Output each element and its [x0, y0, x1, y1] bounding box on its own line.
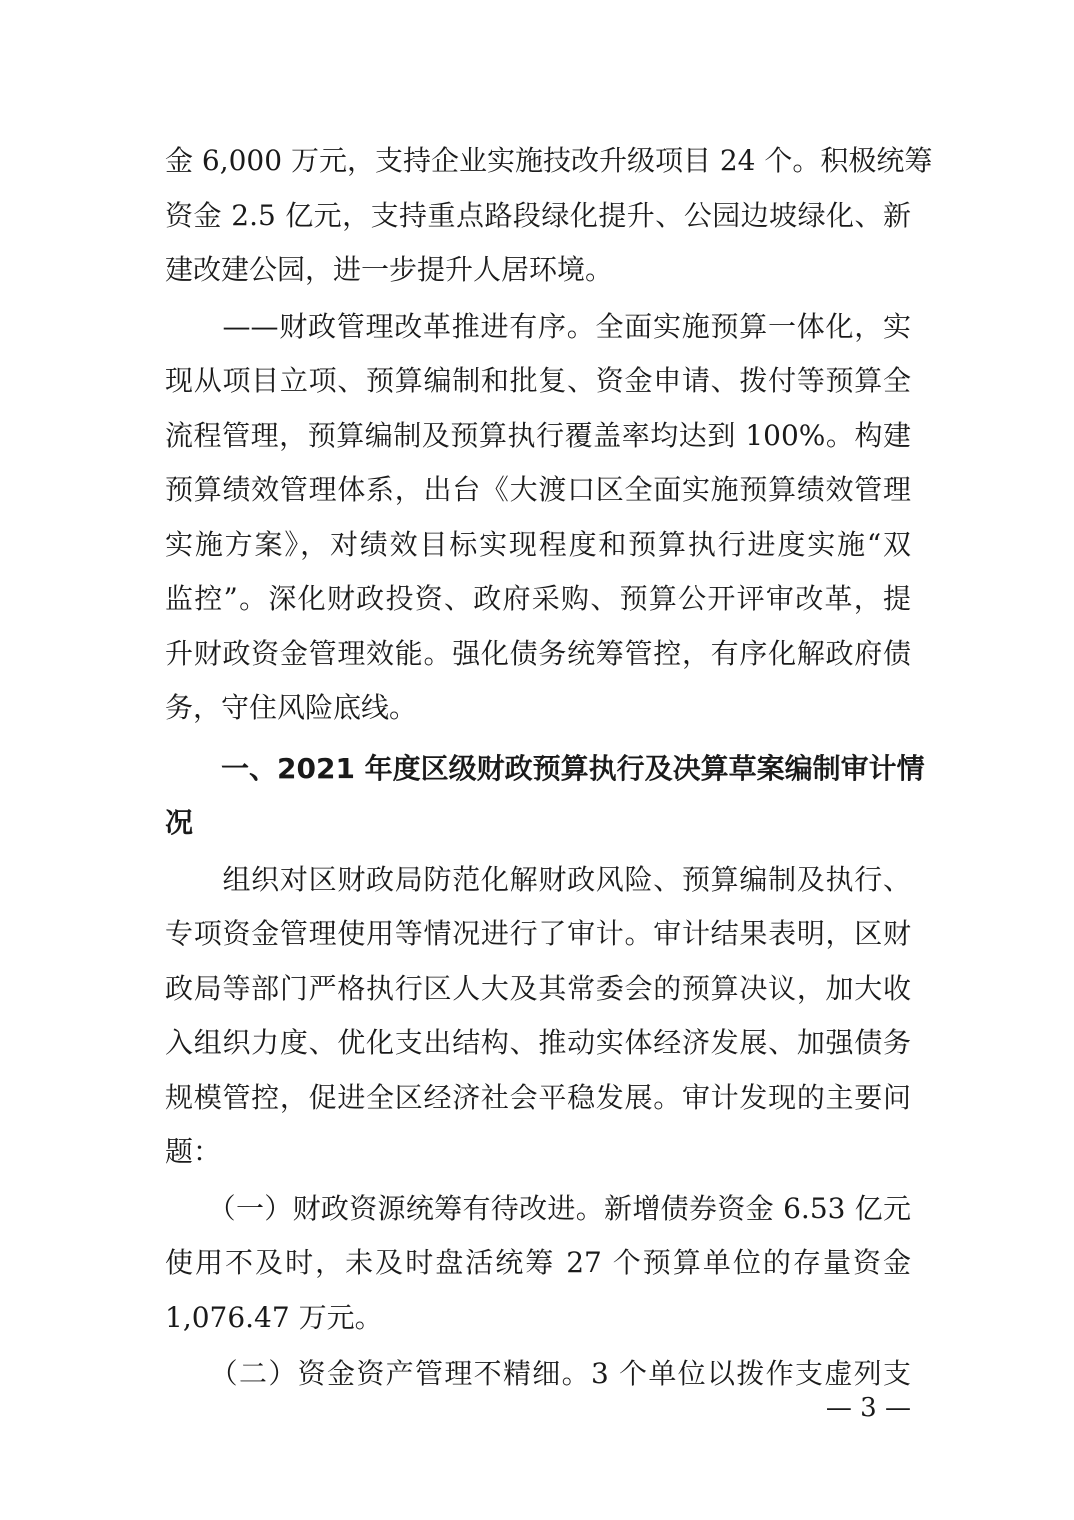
- body-text: [165, 134, 933, 1402]
- text-line: 组织对区财政局防范化解财政风险、预算编制及执行、: [165, 862, 911, 896]
- text-line: 入组织力度、优化支出结构、推动实体经济发展、加强债务: [165, 1026, 911, 1059]
- page-number: — 3 —: [825, 1393, 911, 1423]
- text-line: 现从项目立项、预算编制和批复、资金申请、拨付等预算全: [165, 364, 911, 397]
- text-line: 资金 2.5 亿元，支持重点路段绿化提升、公园边坡绿化、新: [165, 198, 911, 232]
- section-heading: 况: [165, 806, 194, 839]
- text-line: 专项资金管理使用等情况进行了审计。审计结果表明，区财: [165, 917, 911, 950]
- text-line: ——财政管理改革推进有序。全面实施预算一体化，实: [165, 309, 911, 343]
- text-line: 务，守住风险底线。: [165, 691, 418, 724]
- text-line: 政局等部门严格执行区人大及其常委会的预算决议，加大收: [165, 971, 911, 1005]
- text-line: 使用不及时，未及时盘活统筹 27 个预算单位的存量资金: [165, 1246, 911, 1279]
- text-line: 1,076.47 万元。: [165, 1300, 383, 1334]
- text-line: 监控”。深化财政投资、政府采购、预算公开评审改革，提: [165, 582, 911, 615]
- text-line: 金 6,000 万元，支持企业实施技改升级项目 24 个。积极统筹: [165, 144, 933, 177]
- text-line: （二）资金资产管理不精细。3 个单位以拨作支虚列支: [165, 1357, 911, 1390]
- section-heading: 一、2021 年度区级财政预算执行及决算草案编制审计情: [165, 751, 925, 785]
- text-line: 预算绩效管理体系，出台《大渡口区全面实施预算绩效管理: [165, 473, 911, 506]
- text-line: 升财政资金管理效能。强化债务统筹管控，有序化解政府债: [165, 636, 911, 670]
- text-line: （一）财政资源统筹有待改进。新增债券资金 6.53 亿元: [165, 1191, 911, 1225]
- text-line: 建改建公园，进一步提升人居环境。: [165, 253, 614, 286]
- text-line: 流程管理，预算编制及预算执行覆盖率均达到 100%。构建: [165, 418, 911, 452]
- text-line: 实施方案》，对绩效目标实现程度和预算执行进度实施“双: [165, 527, 911, 561]
- text-line: 题：: [165, 1135, 222, 1168]
- text-line: 规模管控，促进全区经济社会平稳发展。审计发现的主要问: [165, 1080, 911, 1114]
